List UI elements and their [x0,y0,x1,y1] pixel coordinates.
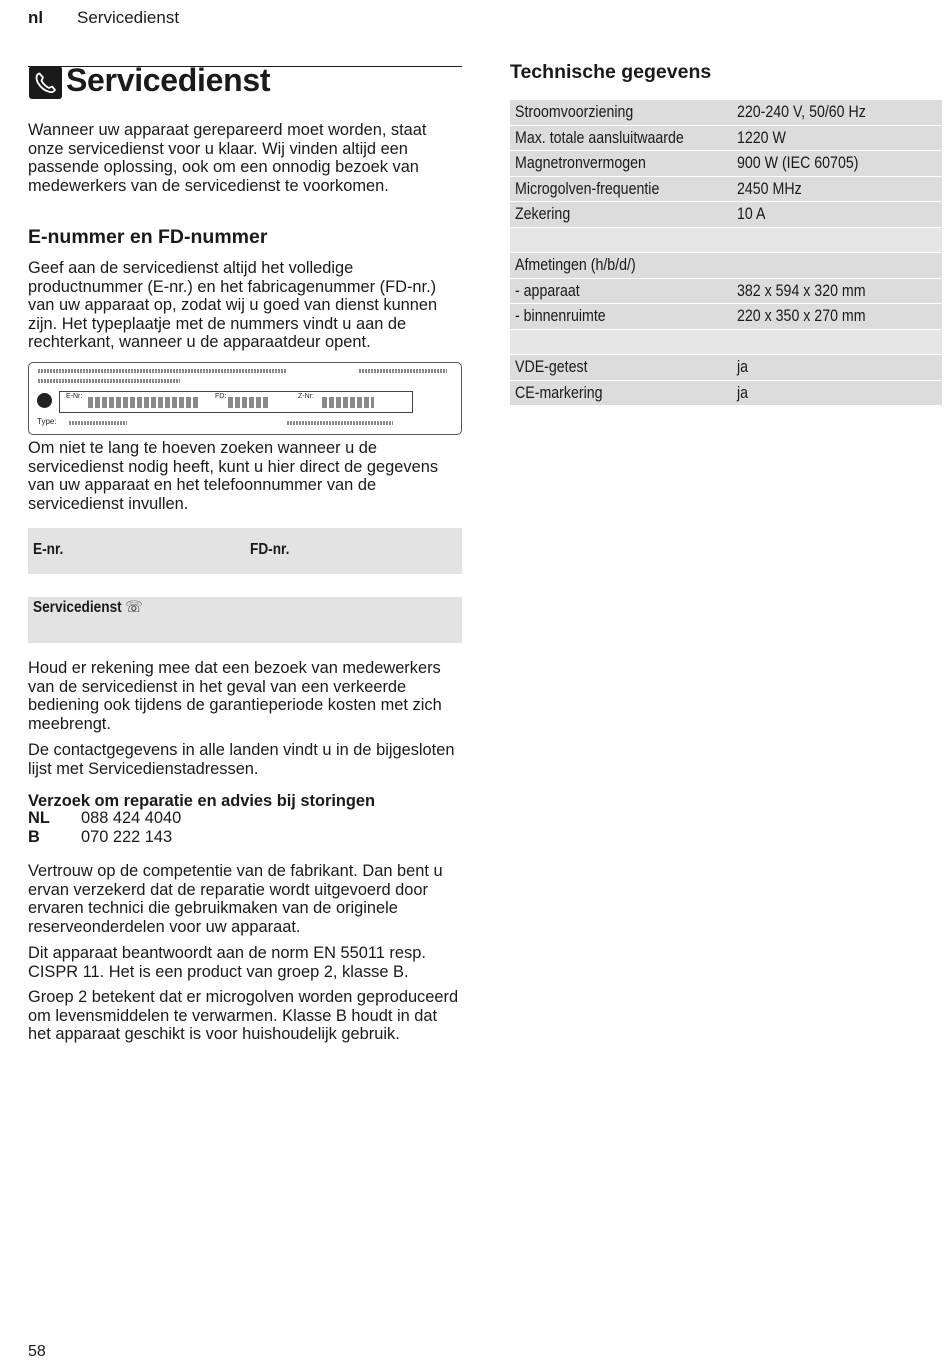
rating-plate [28,362,462,435]
table-row [510,279,942,304]
device-number-box [28,528,462,574]
intro-paragraph: Wanneer uw apparaat gerepareerd moet worden, staat onze servicedienst voor u klaar. Wij vinden altijd een passende oplossing, ook om een onnodig bezoek van medewerkers van de servicedienst te voorkomen. [28,121,427,195]
plate-dots [38,369,286,373]
plate-number-box [59,391,413,413]
group-paragraph: Groep 2 betekent dat er microgolven worden geproduceerd om levensmiddelen te verwarmen. Klasse B houdt in dat het apparaat geschikt is voor huishoudelijk gebruik. [28,988,459,1044]
table-row [510,202,942,227]
row-value: 10 A [737,205,766,223]
phone-country: NL [28,809,50,827]
row-value: 2450 MHz [737,179,802,198]
row-label: Microgolven-frequentie [515,179,660,198]
plate-dots [287,421,393,425]
enr-paragraph: Geef aan de servicedienst altijd het volledige productnummer (E-nr.) en het fabricagenummer (FD-nr.) van uw apparaat op, zodat wij u goed van dienst kunnen zijn. Het typeplaatje met de nummers vindt u aan de rechterkant, wanneer u de apparaatdeur opent. [28,259,438,352]
row-label: Zekering [515,205,571,223]
plate-enr-label: E-Nr: [66,393,83,400]
table-row [510,228,942,253]
repair-heading: Verzoek om reparatie en advies bij storingen [28,792,376,810]
table-row [510,355,942,380]
trust-paragraph: Vertrouw op de competentie van de fabrikant. Dan bent u ervan verzekerd dat de reparatie wordt uitgevoerd door ervaren technici die gebruikmaken van de originele reserveonderdelen voor uw apparaat. [28,862,443,936]
plate-bars [322,397,374,408]
table-row [510,304,942,329]
enr-heading: E-nummer en FD-nummer [28,226,268,248]
table-row [510,177,942,202]
plate-fd-label: FD: [215,393,227,400]
row-label: VDE-getest [515,358,588,376]
tech-table [510,100,942,406]
row-label: Afmetingen (h/b/d/) [515,256,636,274]
row-value: 1220 W [737,128,786,147]
plate-bars [228,397,270,408]
fdnr-field-label: FD-nr. [250,541,290,558]
table-row [510,151,942,176]
row-value: 220-240 V, 50/60 Hz [737,103,866,121]
phone-number: 070 222 143 [81,828,173,846]
service-field-label: Servicedienst ☏ [33,599,143,616]
row-label: Stroomvoorziening [515,103,634,121]
note-paragraph-1: Houd er rekening mee dat een bezoek van medewerkers van de servicedienst in het geval van een verkeerde bediening ook tijdens de garantieperiode kosten met zich meebrengt. [28,659,442,733]
fill-in-paragraph: Om niet te lang te hoeven zoeken wanneer u de servicedienst nodig heeft, kunt u hier direct de gegevens van uw apparaat en het telefoonnummer van de servicedienst invullen. [28,439,439,513]
row-value: 382 x 594 x 320 mm [737,281,866,300]
table-row [510,126,942,151]
table-row [510,330,942,355]
phone-row-b [28,828,172,847]
row-label: CE-markering [515,383,603,402]
row-value: 900 W (IEC 60705) [737,154,859,172]
page-number: 58 [28,1343,46,1360]
note-paragraph-2: De contactgegevens in alle landen vindt u in de bijgesloten lijst met Servicedienstadressen. [28,741,455,778]
plate-dots [359,369,447,373]
table-row [510,381,942,406]
phone-country: B [28,828,40,846]
page-title: Servicedienst [66,62,271,98]
header-language: nl [28,8,44,27]
phone-number: 088 424 4040 [81,809,182,827]
row-value: 220 x 350 x 270 mm [737,307,866,325]
row-label: - binnenruimte [515,307,606,325]
service-phone-box [28,597,462,643]
tech-heading: Technische gegevens [510,61,712,83]
table-row [510,253,942,278]
enr-field-label: E-nr. [33,541,64,558]
plate-bars [88,397,200,408]
norm-paragraph: Dit apparaat beantwoordt aan de norm EN 55011 resp. CISPR 11. Het is een product van groep 2, klasse B. [28,944,426,981]
row-label: Magnetronvermogen [515,154,646,172]
phone-row-nl [28,809,181,828]
header-section: Servicedienst [77,8,180,27]
plate-logo-icon [37,393,52,408]
row-label: - apparaat [515,281,580,300]
plate-dots [38,379,180,383]
plate-type-label: Type: [37,417,57,426]
row-value: ja [737,383,749,402]
plate-znr-label: Z-Nr: [298,393,314,400]
row-value: ja [737,358,749,376]
phone-icon [29,66,62,99]
row-label: Max. totale aansluitwaarde [515,128,684,147]
plate-dots [69,421,127,425]
table-row [510,100,942,125]
